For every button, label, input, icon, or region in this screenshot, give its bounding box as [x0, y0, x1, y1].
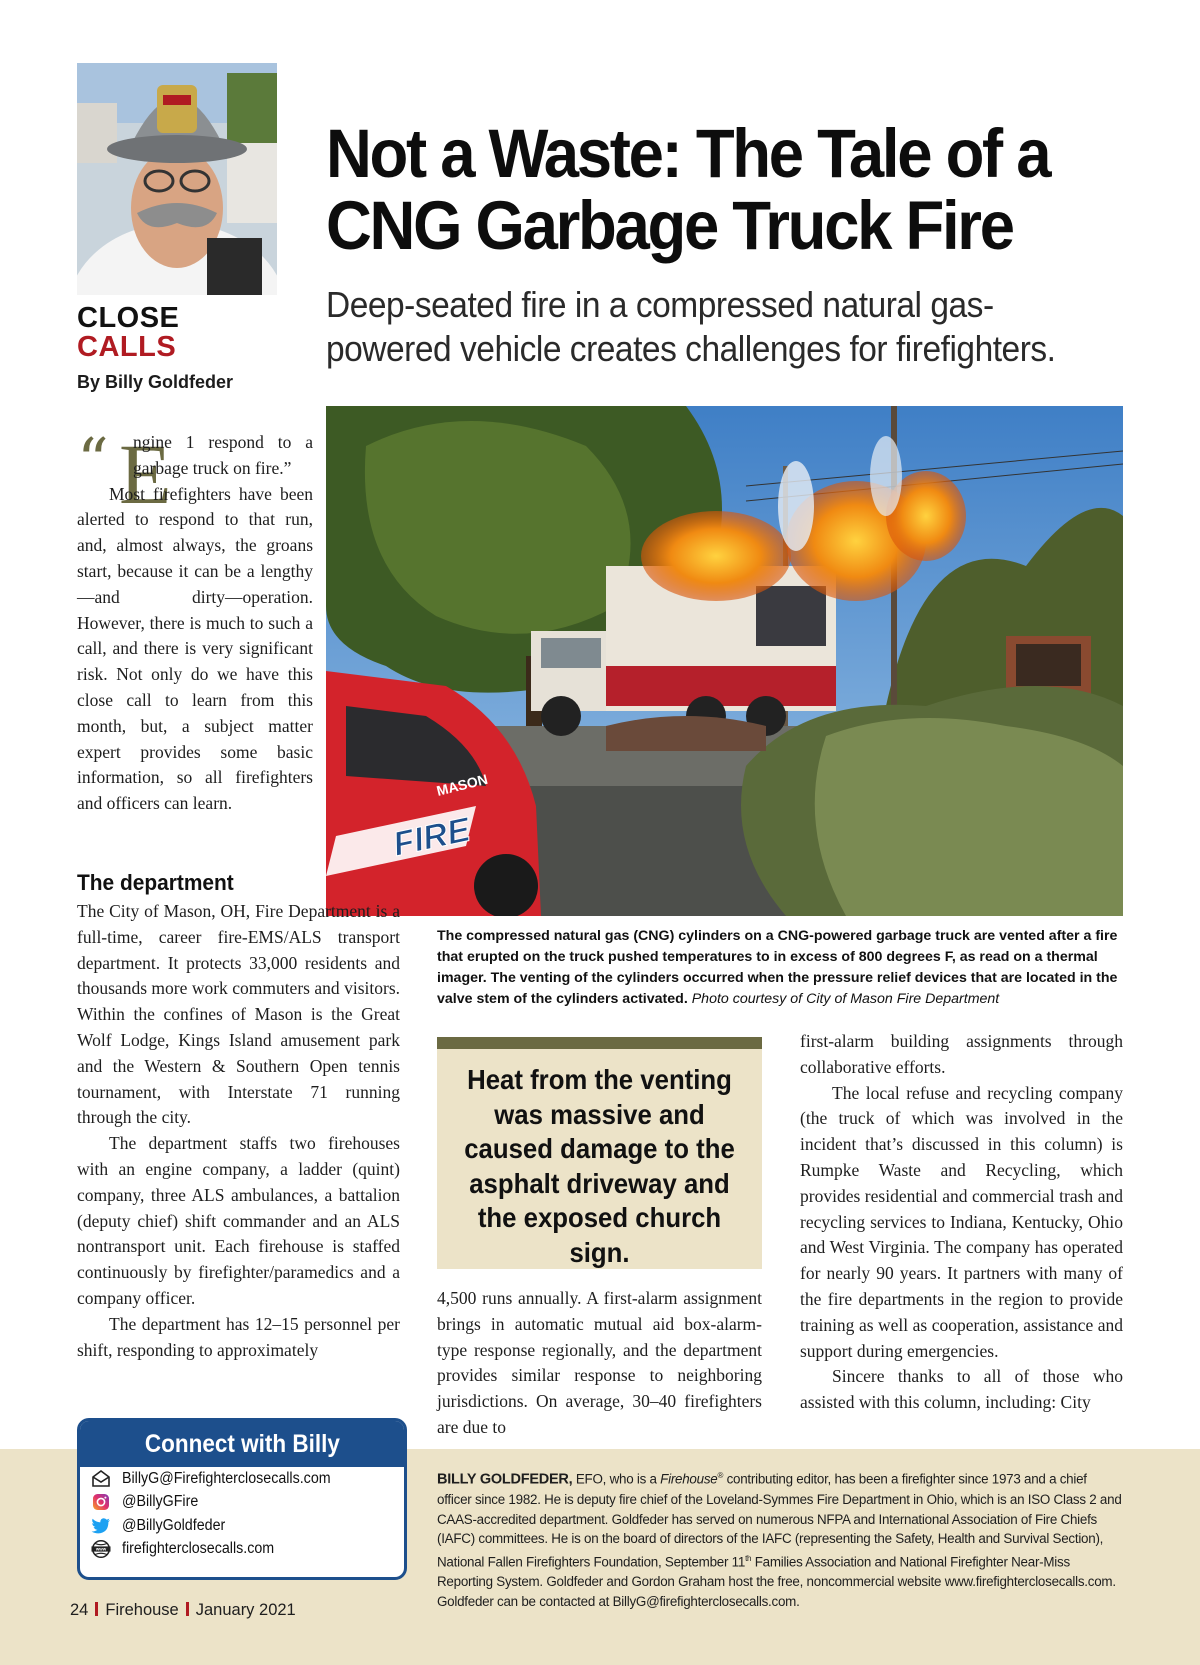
svg-text:www: www — [95, 1546, 107, 1552]
column-3 — [800, 1029, 1123, 1416]
deck: Deep-seated fire in a compressed natural gas-powered vehicle creates challenges for firefighters. — [326, 284, 1056, 369]
connect-instagram-text: @BillyGFire — [122, 1493, 199, 1511]
column-2 — [437, 1286, 762, 1441]
col3-paragraph-2: The local refuse and recycling company (the truck of which was involved in the incident that’s discussed in this column) is Rumpke Waste and Recycling, which provides residential and commercial trash and recycling services to Indiana, Kentucky, Ohio and West Virginia. The company has operated for nearly 90 years. It partners with many of the fire departments in the region to provide training as well as cooperation, assistance and support during emergencies. — [800, 1082, 1123, 1361]
connect-twitter-text: @BillyGoldfeder — [122, 1516, 226, 1534]
photo-caption — [437, 926, 1127, 1010]
folio-divider — [186, 1602, 189, 1616]
dropcap-letter: E — [119, 426, 172, 522]
truck-label: MASON — [434, 770, 490, 799]
page-folio — [70, 1601, 296, 1620]
connect-website-text: firefighterclosecalls.com — [122, 1540, 275, 1558]
connect-instagram[interactable] — [80, 1491, 404, 1515]
folio-issue: January 2021 — [195, 1601, 296, 1619]
col1-paragraph-2: The department staffs two firehouses with an engine company, a ladder (quint) company, three ALS ambulances, a battalion (deputy chief) shift commander and an ALS nontransport unit. Each firehouse is staffed continuously by firefighter/paramedics and a company officer. — [77, 1133, 400, 1308]
bio-registered: ® — [717, 1471, 724, 1480]
connect-twitter[interactable] — [80, 1514, 404, 1538]
email-icon — [90, 1469, 112, 1489]
intro-paragraph: Most firefighters have been alerted to respond to that run, and, almost always, the groans start, because it can be a lengthy—and dirty—operation. However, there is much to such a call, and there is very significant risk. Not only do we have this close call to learn from this month, but, a subject matter expert provides some basic information, so all firefighters and officers can learn. — [77, 483, 313, 814]
caption-text: The compressed natural gas (CNG) cylinders on a CNG-powered garbage truck are vented after a fire that erupted on the truck pushed temperatures to in excess of 800 degrees F, as read on a thermal imager. The venting of the cylinders occurred when the pressure relief devices that are located in the valve stem of the cylinders activated. — [437, 928, 1118, 1007]
column-1 — [77, 899, 400, 1363]
twitter-icon — [90, 1516, 112, 1536]
column-title-line1: CLOSE — [77, 302, 180, 334]
folio-divider — [95, 1602, 98, 1616]
main-photo — [326, 406, 1123, 916]
connect-title: Connect with Billy — [80, 1421, 404, 1467]
byline: By Billy Goldfeder — [77, 372, 234, 392]
column-title — [77, 304, 179, 362]
connect-website[interactable] — [80, 1538, 404, 1562]
bio-name: BILLY GOLDFEDER, — [437, 1471, 573, 1488]
intro-first-line: ngine 1 respond to a garbage truck on fire.” — [133, 432, 313, 478]
dropcap-quote: “ — [77, 424, 109, 497]
bio-magazine: Firehouse — [660, 1471, 718, 1487]
pull-quote — [437, 1037, 762, 1269]
col2-paragraph-1: 4,500 runs annually. A first-alarm assignment brings in automatic mutual aid box-alarm-type response regionally, and the department provides similar response to neighboring jurisdictions. On average, 30–40 firefighters are due to — [437, 1288, 762, 1437]
truck-word: FIRE — [389, 810, 474, 864]
connect-email[interactable] — [80, 1467, 404, 1491]
bio-th: th — [745, 1553, 752, 1563]
col1-paragraph-3: The department has 12–15 personnel per shift, responding to approximately — [77, 1313, 400, 1360]
page-number: 24 — [70, 1601, 89, 1619]
instagram-icon — [90, 1492, 112, 1512]
globe-icon — [90, 1539, 112, 1559]
col3-paragraph-1: first-alarm building assignments through collaborative efforts. — [800, 1031, 1123, 1077]
connect-email-text: BillyG@Firefighterclosecalls.com — [122, 1469, 331, 1487]
bio-text-1: EFO, who is a — [572, 1471, 661, 1487]
connect-box — [77, 1418, 407, 1580]
intro-text — [77, 424, 313, 817]
bio-text-2: contributing editor, has been a firefighter since 1973 and a chief officer since 1982. He is deputy fire chief of the Loveland-Symmes Fire Department in Ohio, which is an ISO Class 2 and CAAS-accredited department. Goldfeder has served on numerous NFPA and International Association of Fire Chiefs (IAFC) committees. He is on the board of directors of the IAFC (representing the Safety, Health and Survival Section), National Fallen Firefighters Foundation, September 11 — [437, 1471, 1122, 1570]
column-title-line2: CALLS — [77, 331, 177, 363]
bio-text-3: Families Association and National Firefighter Near-Miss Reporting System. Goldfeder and Gordon Graham host the free, noncommercial website www.firefighterclosecalls.com. Goldfeder can be contacted at BillyG@firefighterclosecalls.com. — [437, 1554, 1116, 1609]
pull-quote-text: Heat from the venting was massive and caused damage to the asphalt driveway and the exposed church sign. — [464, 1064, 735, 1268]
col3-paragraph-3: Sincere thanks to all of those who assisted with this column, including: City — [800, 1366, 1123, 1413]
author-photo — [77, 63, 277, 295]
author-bio — [437, 1466, 1123, 1611]
folio-magazine: Firehouse — [105, 1601, 179, 1619]
col1-paragraph-1: The City of Mason, OH, Fire Department is a full-time, career fire-EMS/ALS transport department. It protects 33,000 residents and thousands more work commuters and visitors. Within the confines of Mason is the Great Wolf Lodge, Kings Island amusement park and the Western & Southern Open tennis tournament, with Interstate 71 running through the city. — [77, 901, 400, 1128]
headline: Not a Waste: The Tale of a CNG Garbage Truck Fire — [326, 115, 1050, 264]
caption-credit: Photo courtesy of City of Mason Fire Department — [691, 991, 1000, 1007]
section-heading: The department — [77, 870, 234, 895]
